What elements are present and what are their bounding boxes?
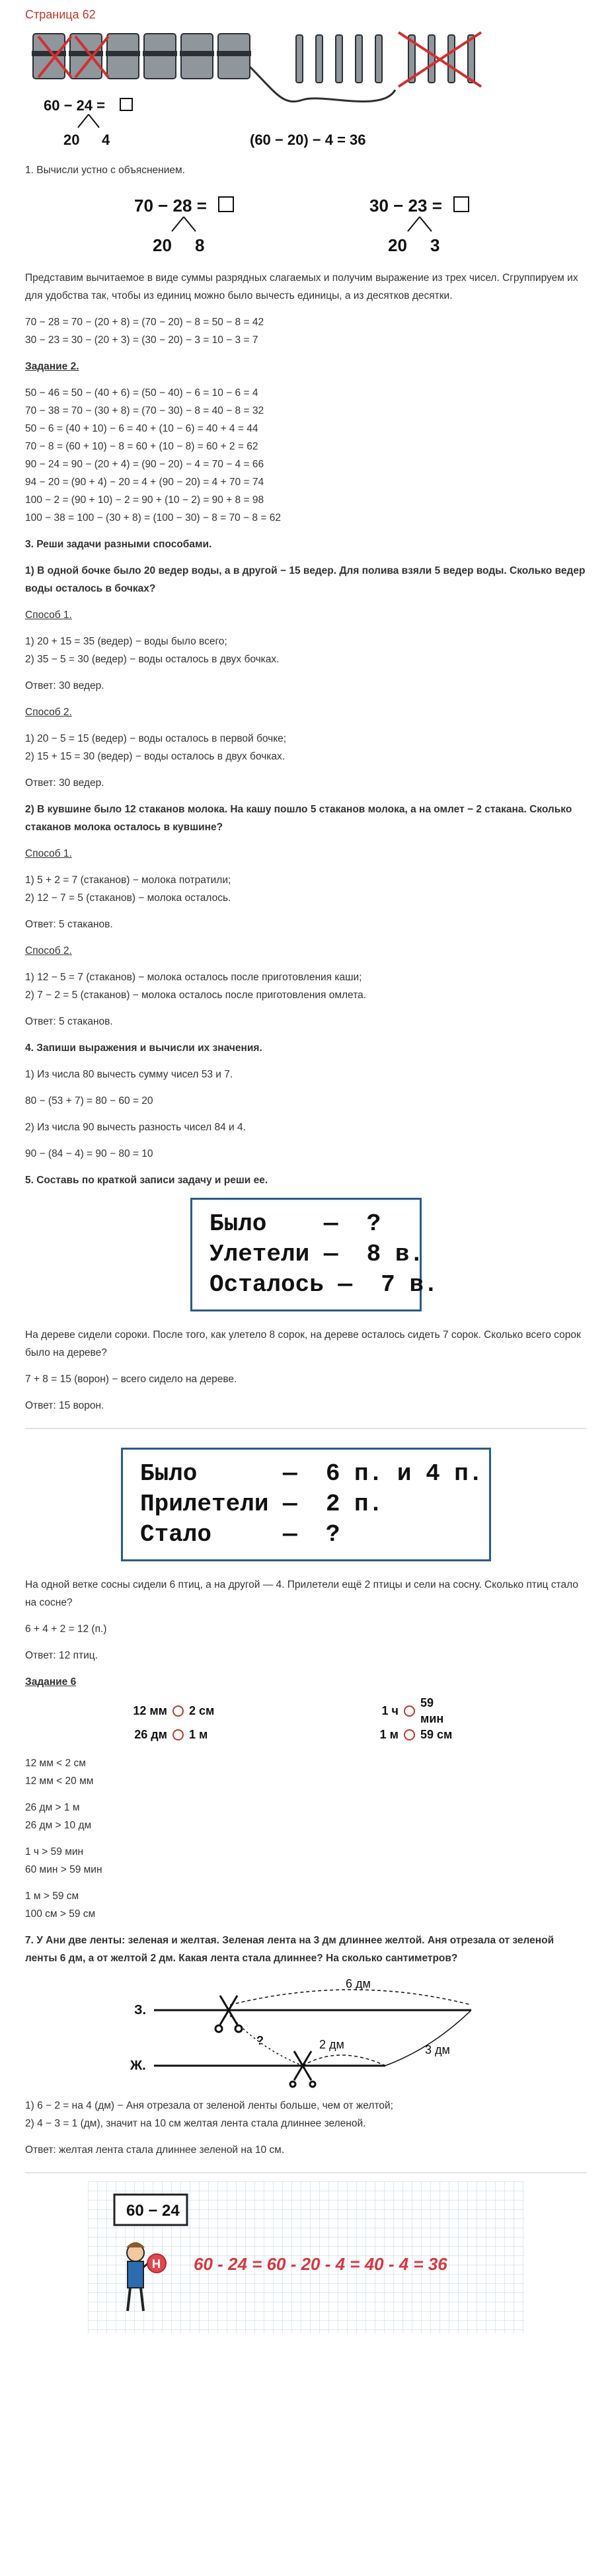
task3-p2-m2-line0: 1) 12 − 5 = 7 (стаканов) − молока осталось после приготовления каши; [25, 972, 362, 983]
task5-title: 5. Составь по краткой записи задачу и реши ее. [25, 1175, 268, 1186]
page-title[interactable]: Страница 62 [25, 8, 96, 21]
compare-row [121, 1695, 491, 1727]
task3-p1-question: 1) В одной бочке было 20 ведер воды, а в другой − 15 ведер. Для полива взяли 5 ведер воды. Сколько ведер воды осталось в бочках? [25, 565, 586, 594]
task1-ex1-p1: 8 [195, 235, 205, 255]
board1-row-1: Улетели — 8 в. [210, 1241, 424, 1268]
board1-row-2: Осталось — 7 в. [210, 1271, 438, 1298]
expr-left: 60 − 24 = [44, 97, 105, 114]
compare-row [121, 1727, 491, 1742]
task6-res-2-1: 60 мин > 59 мин [25, 1864, 102, 1875]
task5-text2: На одной ветке сосны сидели 6 птиц, а на другой — 4. Прилетели ещё 2 птицы и сели на сосну. Сколько птиц стало на сосне? [25, 1579, 578, 1608]
split-left-0: 20 [63, 132, 80, 148]
board2-row-2: Стало — ? [140, 1521, 340, 1548]
sticks-figure [25, 27, 587, 153]
label-question: ? [256, 2034, 264, 2047]
task6-res-3-0: 1 м > 59 см [25, 1891, 79, 1902]
compare-circle-icon[interactable] [172, 1729, 184, 1740]
compare-circle-icon[interactable] [404, 1705, 415, 1717]
task6-res-0-0: 12 мм < 2 см [25, 1758, 86, 1769]
task2-title: Задание 2. [25, 361, 79, 372]
task5-ans1: Ответ: 15 ворон. [25, 1400, 104, 1411]
compare-table [121, 1695, 491, 1742]
task3-p1-m1-answer: Ответ: 30 ведер. [25, 680, 104, 691]
task3-p1-m1-line0: 1) 20 + 15 = 35 (ведер) − воды было всего; [25, 636, 227, 647]
task7-sol-1: 2) 4 − 3 = 1 (дм), значит на 10 см желтая лента стала длиннее зеленой. [25, 2118, 366, 2129]
cmp-left: 1 ч [381, 1704, 399, 1717]
task6-res-3-1: 100 см > 59 см [25, 1908, 96, 1920]
task2-line-4: 90 − 24 = 90 − (20 + 4) = (90 − 20) − 4 = 70 − 4 = 66 [25, 459, 264, 470]
task3-p1-m2-line1: 2) 15 + 15 = 30 (ведер) − воды осталось в двух бочках. [25, 751, 286, 762]
ribbons-figure [121, 1976, 491, 2088]
hint-badge-text: Н [152, 2257, 161, 2271]
short-record-board-1 [190, 1198, 438, 1311]
task1-ex1-p0: 20 [153, 235, 172, 255]
task1-line-1: 30 − 23 = 30 − (20 + 3) = (30 − 20) − 3 = 10 − 3 = 7 [25, 334, 258, 346]
task3-p2-m2-line1: 2) 7 − 2 = 5 (стаканов) − молока осталось после приготовления омлета. [25, 990, 367, 1001]
stick-bundles [32, 34, 251, 79]
task7-answer: Ответ: желтая лента стала длиннее зеленой на 10 см. [25, 2144, 285, 2156]
task4-l3: 2) Из числа 90 вычесть разность чисел 84 и 4. [25, 1122, 246, 1133]
task2-line-0: 50 − 46 = 50 − (40 + 6) = (50 − 40) − 6 = 10 − 6 = 4 [25, 387, 258, 399]
task2-line-7: 100 − 38 = 100 − (30 + 8) = (100 − 30) − 8 = 70 − 8 = 62 [25, 512, 281, 524]
task3-p2-m1-answer: Ответ: 5 стаканов. [25, 919, 113, 930]
task3-p1-m1-title: Способ 1. [25, 609, 72, 621]
divider [25, 2172, 587, 2173]
task1-figure [55, 188, 557, 260]
task3-p1-m2-answer: Ответ: 30 ведер. [25, 777, 104, 789]
answer-box [120, 98, 132, 110]
example-box-text: 60 − 24 [126, 2202, 180, 2220]
compare-circle-icon[interactable] [404, 1729, 415, 1740]
board2-row-0: Было — 6 п. и 4 п. [140, 1460, 483, 1487]
task3-p2-m1-line1: 2) 12 − 7 = 5 (стаканов) − молока осталось. [25, 892, 231, 904]
bottom-formula: 60 - 24 = 60 - 20 - 4 = 40 - 4 = 36 [194, 2254, 447, 2274]
label-yellow: Ж. [130, 2058, 146, 2073]
task3-title: 3. Реши задачи разными способами. [25, 539, 212, 550]
task5-sol2: 6 + 4 + 2 = 12 (п.) [25, 1623, 107, 1635]
task1-ex1: 70 − 28 = [134, 196, 207, 215]
task1-ex2-p0: 20 [388, 235, 407, 255]
task1-ex2-p1: 3 [430, 235, 440, 255]
task4-l4: 90 − (84 − 4) = 90 − 80 = 10 [25, 1148, 153, 1159]
scissors-icon [290, 2051, 315, 2087]
task7-question: 7. У Ани две ленты: зеленая и желтая. Зеленая лента на 3 дм длиннее желтой. Аня отрезала от зеленой ленты 6 дм, а от желтой 2 дм. Какая лента стала длиннее? На сколько сантиметров? [25, 1935, 555, 1964]
label-6dm: 6 дм [346, 1977, 371, 1990]
split-left-1: 4 [102, 132, 110, 148]
task3-p2-question: 2) В кувшине было 12 стаканов молока. На кашу пошло 5 стаканов молока, а на омлет − 2 стакана. Сколько стаканов молока осталось в кувшине? [25, 804, 572, 833]
task1-explain: Представим вычитаемое в виде суммы разрядных слагаемых и получим выражение из трех чисел. Сгруппируем их для удобства так, чтобы из единиц можно было вычесть единицы, а из десятков десятки. [25, 272, 578, 301]
cmp-left: 1 м [379, 1728, 399, 1741]
task3-p1-m2-line0: 1) 20 − 5 = 15 (ведер) − воды осталось в первой бочке; [25, 733, 287, 744]
task3-p2-m2-answer: Ответ: 5 стаканов. [25, 1016, 113, 1027]
cmp-right: 1 м [189, 1728, 208, 1741]
cmp-right: 2 см [189, 1704, 215, 1717]
task6-res-0-1: 12 мм < 20 мм [25, 1776, 94, 1787]
task6-res-1-1: 26 дм > 10 дм [25, 1820, 92, 1831]
task3-p1-m1-line1: 2) 35 − 5 = 30 (ведер) − воды осталось в двух бочках. [25, 654, 280, 665]
task3-p2-m1-line0: 1) 5 + 2 = 7 (стаканов) − молока потратили; [25, 875, 231, 886]
task2-line-6: 100 − 2 = (90 + 10) − 2 = 90 + (10 − 2) = 90 + 8 = 98 [25, 494, 264, 506]
task4-title: 4. Запиши выражения и вычисли их значения. [25, 1042, 262, 1054]
task3-p2-m1-title: Способ 1. [25, 848, 72, 859]
cmp-left: 12 мм [133, 1704, 167, 1717]
compare-circle-icon[interactable] [172, 1705, 184, 1717]
cmp-left: 26 дм [134, 1728, 167, 1741]
task2-line-3: 70 − 8 = (60 + 10) − 8 = 60 + (10 − 8) = 60 + 2 = 62 [25, 441, 258, 452]
task5-text1: На дереве сидели сороки. После того, как улетело 8 сорок, на дереве осталось сидеть 7 сорок. Сколько всего сорок было на дереве? [25, 1329, 581, 1358]
board2-row-1: Прилетели — 2 п. [140, 1491, 383, 1518]
divider [25, 1428, 587, 1429]
task6-title: Задание 6 [25, 1676, 77, 1688]
board1-row-0: Было — ? [210, 1210, 381, 1237]
task2-line-2: 50 − 6 = (40 + 10) − 6 = 40 + (10 − 6) = 40 + 4 = 44 [25, 423, 258, 434]
task2-line-1: 70 − 38 = 70 − (30 + 8) = (70 − 30) − 8 = 40 − 8 = 32 [25, 405, 264, 416]
task1-line-0: 70 − 28 = 70 − (20 + 8) = (70 − 20) − 8 = 50 − 8 = 42 [25, 317, 264, 328]
bottom-figure [88, 2181, 524, 2333]
short-record-board-2 [121, 1448, 491, 1561]
task3-p1-m2-title: Способ 2. [25, 707, 72, 718]
task6-res-2-0: 1 ч > 59 мин [25, 1846, 84, 1857]
scissors-icon [215, 1996, 242, 2032]
label-3dm: 3 дм [425, 2043, 450, 2056]
task6-res-1-0: 26 дм > 1 м [25, 1802, 80, 1813]
task2-line-5: 94 − 20 = (90 + 4) − 20 = 4 + (90 − 20) = 4 + 70 = 74 [25, 477, 264, 488]
task1-title: 1. Вычисли устно с объяснением. [25, 165, 185, 176]
label-2dm: 2 дм [319, 2038, 344, 2051]
expr-right: (60 − 20) − 4 = 36 [250, 132, 366, 148]
task4-l1: 1) Из числа 80 вычесть сумму чисел 53 и 7. [25, 1069, 233, 1080]
task1-ex2: 30 − 23 = [369, 196, 442, 215]
single-sticks [296, 35, 475, 83]
task5-sol1: 7 + 8 = 15 (ворон) − всего сидело на дереве. [25, 1374, 237, 1385]
cmp-right: 59 см [420, 1728, 453, 1741]
cmp-right: 59 мин [420, 1696, 444, 1725]
task3-p2-m2-title: Способ 2. [25, 945, 72, 956]
task4-l2: 80 − (53 + 7) = 80 − 60 = 20 [25, 1095, 153, 1107]
task5-ans2: Ответ: 12 птиц. [25, 1650, 98, 1661]
task7-sol-0: 1) 6 − 2 = на 4 (дм) − Аня отрезала от зеленой ленты больше, чем от желтой; [25, 2100, 393, 2111]
label-green: З. [134, 2003, 147, 2017]
